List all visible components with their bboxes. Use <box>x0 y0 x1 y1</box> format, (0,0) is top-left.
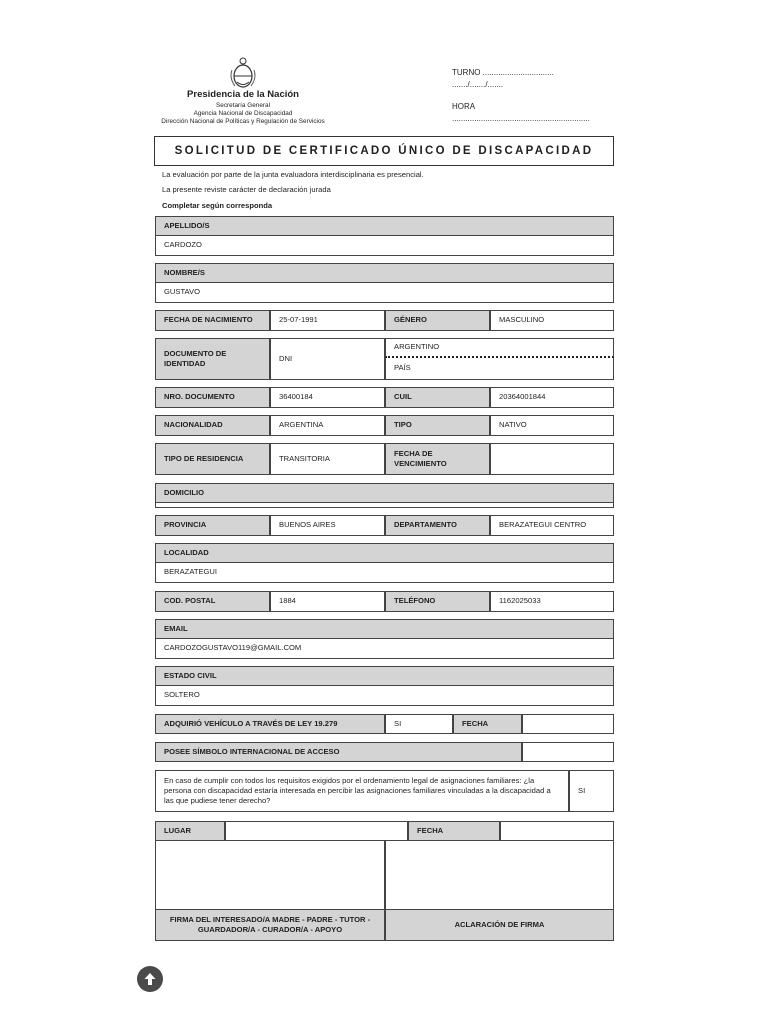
localidad-label: LOCALIDAD <box>155 543 614 563</box>
apellido-label: APELLIDO/S <box>155 216 614 236</box>
departamento-label: DEPARTAMENTO <box>385 515 490 536</box>
telefono-label: TELÉFONO <box>385 591 490 612</box>
apellido-field[interactable]: CARDOZO <box>155 235 614 256</box>
tipo-label: TIPO <box>385 415 490 436</box>
vehiculo-fecha-label: FECHA <box>453 714 522 734</box>
agencia-text: Agencia Nacional de Discapacidad <box>193 110 293 117</box>
documento-field[interactable]: DNI <box>270 338 385 380</box>
aclaracion-label: ACLARACIÓN DE FIRMA <box>385 909 614 941</box>
localidad-field[interactable]: BERAZATEGUI <box>155 562 614 583</box>
provincia-label: PROVINCIA <box>155 515 270 536</box>
cod-postal-label: COD. POSTAL <box>155 591 270 612</box>
intro-completar: Completar según corresponda <box>162 201 273 210</box>
presidencia-heading: Presidencia de la Nación <box>187 89 299 100</box>
nro-documento-field[interactable]: 36400184 <box>270 387 385 408</box>
asignaciones-field[interactable]: SI <box>569 770 614 812</box>
secretaria-text: Secretaría General <box>216 102 270 109</box>
email-label: EMAIL <box>155 619 614 639</box>
firma-label: FIRMA DEL INTERESADO/A MADRE - PADRE - TUTOR - GUARDADOR/A - CURADOR/A - APOYO <box>155 909 385 941</box>
aclaracion-area[interactable] <box>385 840 614 910</box>
fecha-vencimiento-field[interactable] <box>490 443 614 475</box>
asignaciones-question: En caso de cumplir con todos los requisitos exigidos por el ordenamiento legal de asignaciones familiares: ¿la persona con discapacidad estaría interesada en percibir las asignaciones familiares vinculadas a la discapacidad a las que pudiese tener derecho? <box>155 770 569 812</box>
arrow-up-circle-icon[interactable] <box>137 966 163 992</box>
domicilio-field[interactable] <box>155 502 614 508</box>
tipo-field[interactable]: NATIVO <box>490 415 614 436</box>
coat-of-arms-icon <box>226 56 260 92</box>
estado-civil-field[interactable]: SOLTERO <box>155 685 614 706</box>
genero-field[interactable]: MASCULINO <box>490 310 614 331</box>
nro-documento-label: NRO. DOCUMENTO <box>155 387 270 408</box>
firma-area[interactable] <box>155 840 385 910</box>
form-title: SOLICITUD DE CERTIFICADO ÚNICO DE DISCAPACIDAD <box>154 136 614 166</box>
fecha-nacimiento-label: FECHA DE NACIMIENTO <box>155 310 270 331</box>
fecha-label: FECHA <box>408 821 500 841</box>
turno-date: ......./......./....... <box>452 80 504 89</box>
nombre-label: NOMBRE/S <box>155 263 614 283</box>
intro-presencial: La evaluación por parte de la junta evaluadora interdisciplinaria es presencial. <box>162 170 424 179</box>
direccion-text: Dirección Nacional de Políticas y Regulación de Servicios <box>161 118 325 125</box>
hora-dots: .............................................................. <box>452 114 590 123</box>
tipo-residencia-field[interactable]: TRANSITORIA <box>270 443 385 475</box>
nacionalidad-label: NACIONALIDAD <box>155 415 270 436</box>
documento-label: DOCUMENTO DE IDENTIDAD <box>155 338 270 380</box>
fecha-field[interactable] <box>500 821 614 841</box>
cuil-label: CUIL <box>385 387 490 408</box>
turno-label: TURNO ................................ <box>452 68 554 77</box>
lugar-label: LUGAR <box>155 821 225 841</box>
estado-civil-label: ESTADO CIVIL <box>155 666 614 686</box>
departamento-field[interactable]: BERAZATEGUI CENTRO <box>490 515 614 536</box>
nacionalidad-field[interactable]: ARGENTINA <box>270 415 385 436</box>
vehiculo-fecha-field[interactable] <box>522 714 614 734</box>
genero-label: GÉNERO <box>385 310 490 331</box>
vehiculo-field[interactable]: SI <box>385 714 453 734</box>
nombre-field[interactable]: GUSTAVO <box>155 282 614 303</box>
simbolo-acceso-field[interactable] <box>522 742 614 762</box>
intro-declaracion: La presente reviste carácter de declaración jurada <box>162 185 331 194</box>
fecha-vencimiento-label: FECHA DE VENCIMIENTO <box>385 443 490 475</box>
simbolo-acceso-label: POSEE SÍMBOLO INTERNACIONAL DE ACCESO <box>155 742 522 762</box>
email-field[interactable]: CARDOZOGUSTAVO119@GMAIL.COM <box>155 638 614 659</box>
cod-postal-field[interactable]: 1884 <box>270 591 385 612</box>
cuil-field[interactable]: 20364001844 <box>490 387 614 408</box>
pais-label: PAÍS <box>385 358 614 380</box>
provincia-field[interactable]: BUENOS AIRES <box>270 515 385 536</box>
telefono-field[interactable]: 1162025033 <box>490 591 614 612</box>
fecha-nacimiento-field[interactable]: 25-07-1991 <box>270 310 385 331</box>
domicilio-label: DOMICILIO <box>155 483 614 503</box>
lugar-field[interactable] <box>225 821 408 841</box>
tipo-residencia-label: TIPO DE RESIDENCIA <box>155 443 270 475</box>
pais-field[interactable]: ARGENTINO <box>385 338 614 358</box>
vehiculo-label: ADQUIRIÓ VEHÍCULO A TRAVÉS DE LEY 19.279 <box>155 714 385 734</box>
hora-label: HORA <box>452 102 476 111</box>
turno-block <box>452 67 590 125</box>
